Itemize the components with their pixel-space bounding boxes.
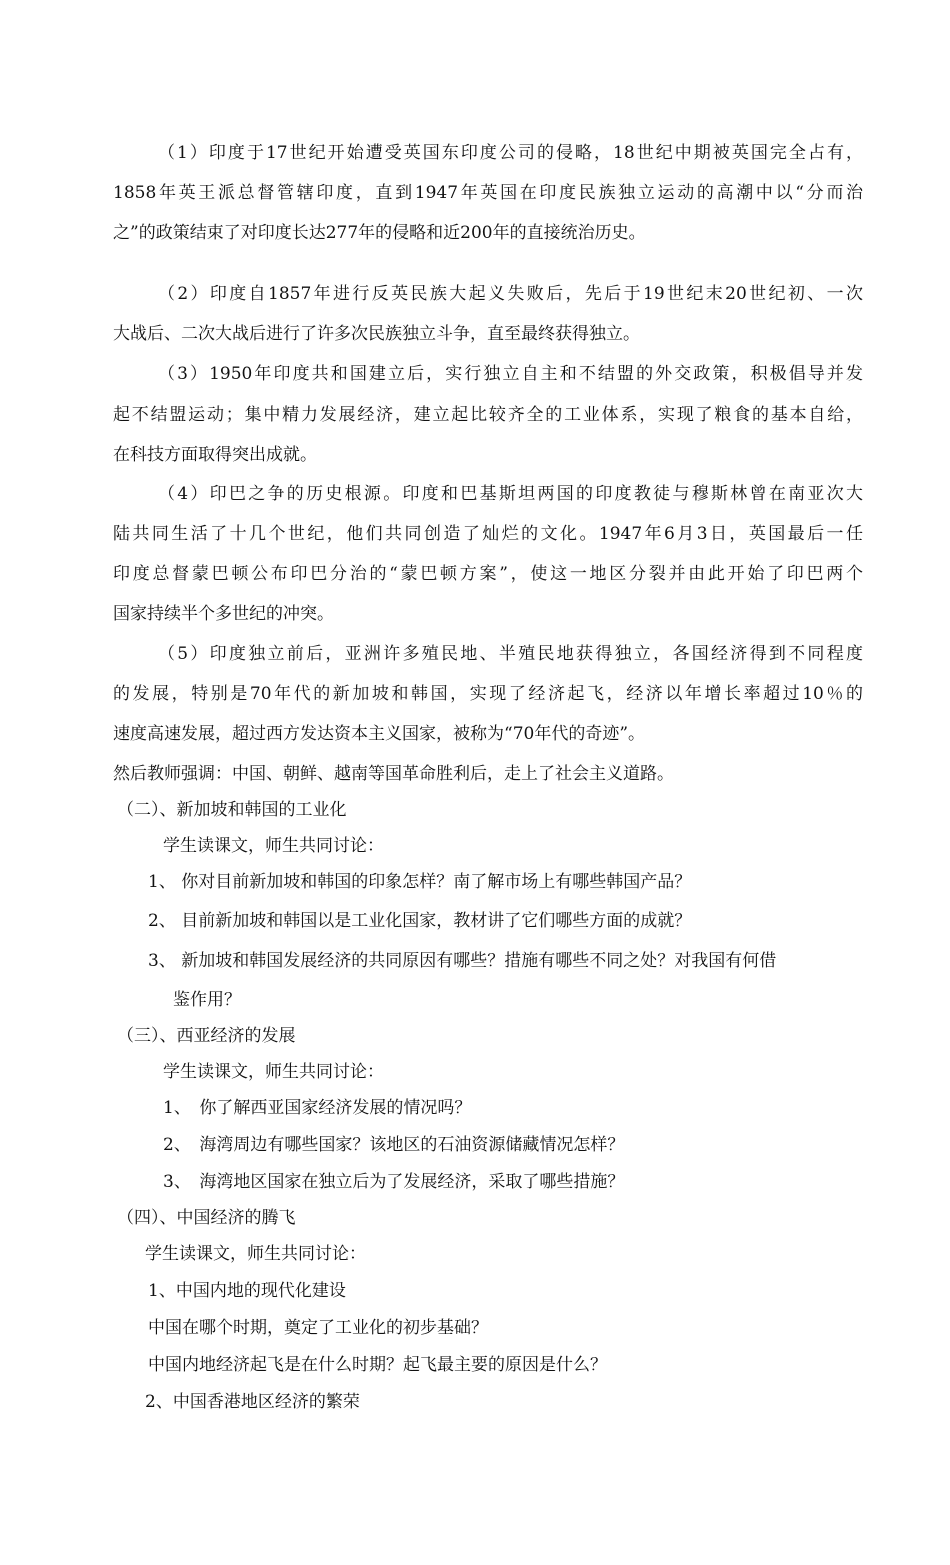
section-2-intro: 学生读课文，师生共同讨论： — [163, 836, 384, 856]
p2-line-2: 大战后、二次大战后进行了许多次民族独立斗争，直至最终获得独立。 — [113, 324, 640, 344]
p5-line-1: （5）印度独立前后，亚洲许多殖民地、半殖民地获得独立，各国经济得到不同程度 — [158, 644, 863, 664]
p3-line-3: 在科技方面取得突出成就。 — [113, 445, 317, 465]
p1-line-2: 1858年英王派总督管辖印度，直到1947年英国在印度民族独立运动的高潮中以“分而治 — [113, 183, 863, 203]
section-3-question-2: 2、 海湾周边有哪些国家？该地区的石油资源储藏情况怎样？ — [163, 1135, 625, 1155]
p5-line-3: 速度高速发展，超过西方发达资本主义国家，被称为“70年代的奇迹”。 — [113, 724, 646, 744]
p3-line-1: （3）1950年印度共和国建立后，实行独立自主和不结盟的外交政策，积极倡导并发 — [158, 364, 863, 384]
section-4-question-1: 中国在哪个时期，奠定了工业化的初步基础？ — [148, 1318, 488, 1338]
p4-line-4: 国家持续半个多世纪的冲突。 — [113, 604, 334, 624]
p4-line-1: （4）印巴之争的历史根源。印度和巴基斯坦两国的印度教徒与穆斯林曾在南亚次大 — [158, 484, 863, 504]
section-3-heading: （三）、西亚经济的发展 — [117, 1026, 296, 1046]
section-2-question-3: 3、 新加坡和韩国发展经济的共同原因有哪些？措施有哪些不同之处？对我国有何借 — [148, 951, 777, 971]
p1-line-1: （1）印度于17世纪开始遭受英国东印度公司的侵略，18世纪中期被英国完全占有， — [158, 143, 863, 163]
section-2-heading: （二）、新加坡和韩国的工业化 — [117, 800, 347, 820]
p3-line-2: 起不结盟运动；集中精力发展经济，建立起比较齐全的工业体系，实现了粮食的基本自给， — [113, 405, 863, 425]
p4-line-3: 印度总督蒙巴顿公布印巴分治的“蒙巴顿方案”，使这一地区分裂并由此开始了印巴两个 — [113, 564, 863, 584]
section-3-intro: 学生读课文，师生共同讨论： — [163, 1062, 384, 1082]
section-4-item-2: 2、中国香港地区经济的繁荣 — [145, 1392, 360, 1412]
p2-line-1: （2）印度自1857年进行反英民族大起义失败后，先后于19世纪末20世纪初、一次 — [158, 284, 863, 304]
section-3-question-1: 1、 你了解西亚国家经济发展的情况吗？ — [163, 1098, 472, 1118]
section-2-question-3-cont: 鉴作用？ — [173, 990, 241, 1010]
section-4-heading: （四）、中国经济的腾飞 — [117, 1208, 296, 1228]
p4-line-2: 陆共同生活了十几个世纪，他们共同创造了灿烂的文化。1947年6月3日，英国最后一任 — [113, 524, 863, 544]
section-3-question-3: 3、 海湾地区国家在独立后为了发展经济，采取了哪些措施？ — [163, 1172, 625, 1192]
section-2-question-2: 2、 目前新加坡和韩国以是工业化国家，教材讲了它们哪些方面的成就？ — [148, 911, 692, 931]
p1-line-3: 之”的政策结束了对印度长达277年的侵略和近200年的直接统治历史。 — [113, 223, 646, 243]
section-4-intro: 学生读课文，师生共同讨论： — [145, 1244, 366, 1264]
p5-line-2: 的发展，特别是70年代的新加坡和韩国，实现了经济起飞，经济以年增长率超过10％的 — [113, 684, 863, 704]
section-2-question-1: 1、 你对目前新加坡和韩国的印象怎样？南了解市场上有哪些韩国产品？ — [148, 872, 692, 892]
section-4-question-2: 中国内地经济起飞是在什么时期？起飞最主要的原因是什么？ — [148, 1355, 607, 1375]
section-4-item-1: 1、中国内地的现代化建设 — [148, 1281, 346, 1301]
teacher-emphasis: 然后教师强调：中国、朝鲜、越南等国革命胜利后，走上了社会主义道路。 — [113, 764, 674, 784]
